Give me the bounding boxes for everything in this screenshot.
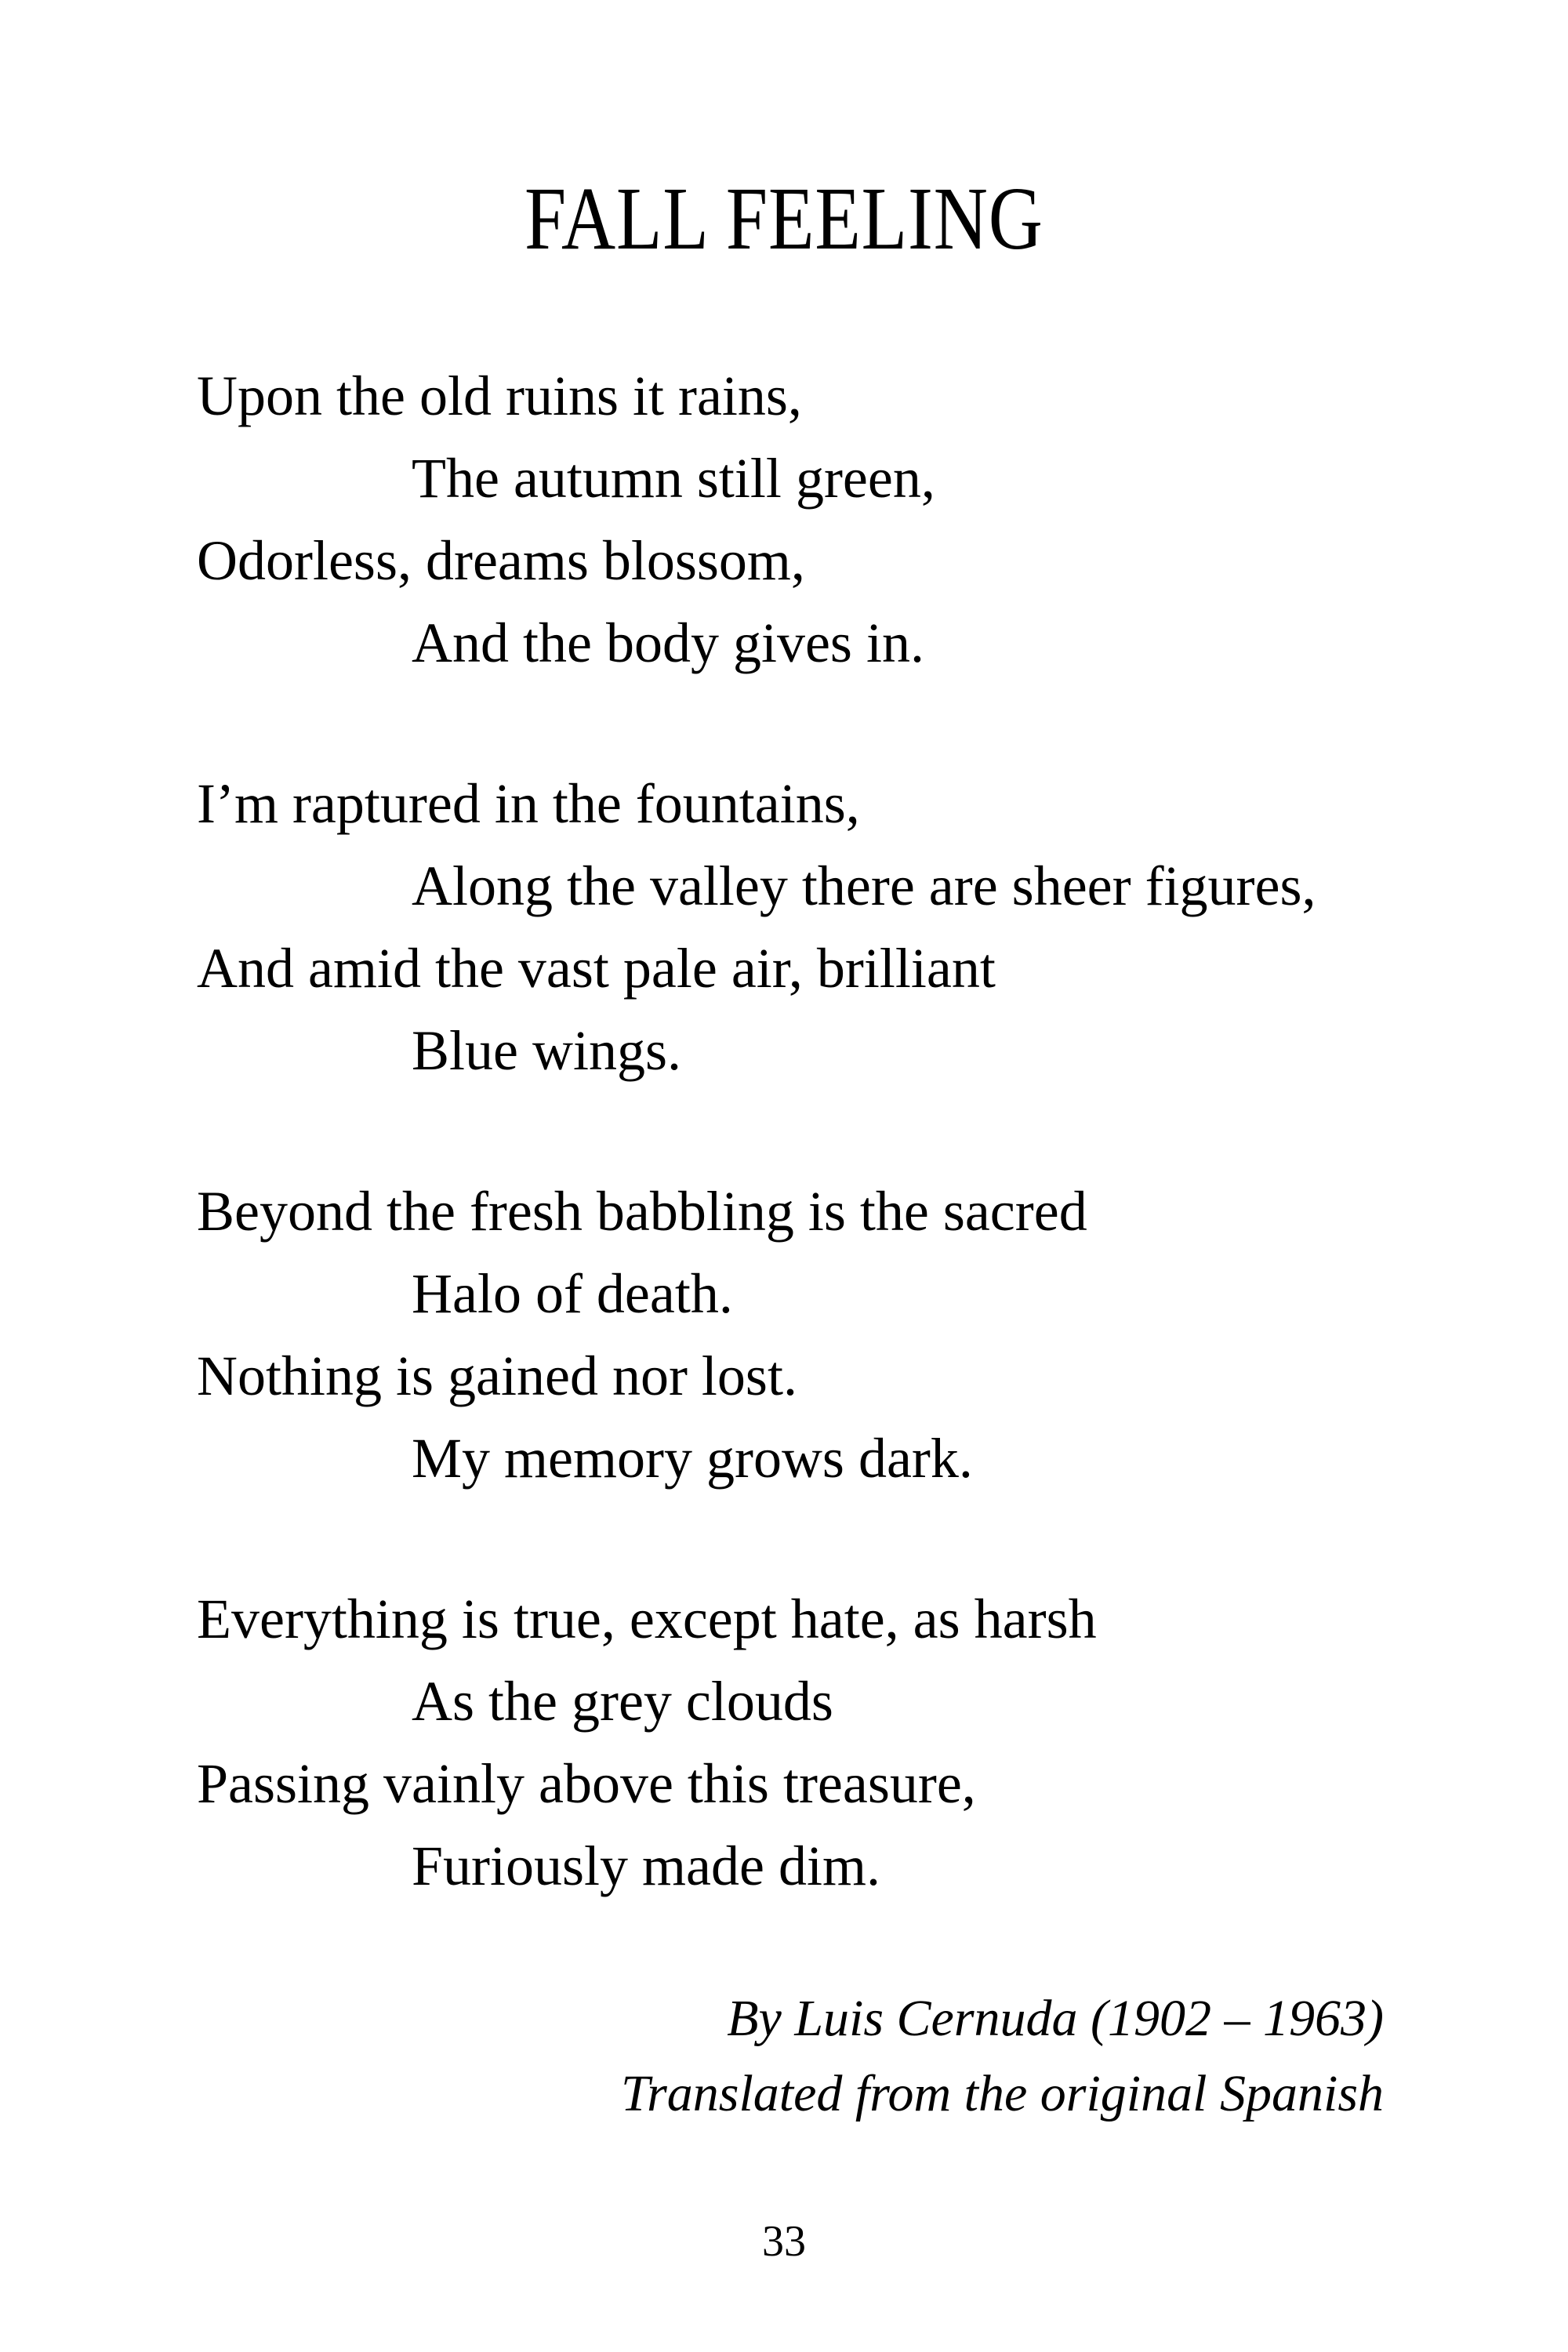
poem-line: Halo of death. <box>412 1262 733 1325</box>
poem-line: Blue wings. <box>412 1019 682 1082</box>
poem-line: Beyond the fresh babbling is the sacred <box>197 1180 1087 1243</box>
stanza-2 <box>197 763 1316 1092</box>
stanza-4 <box>197 1578 1316 1907</box>
poem-body <box>197 355 1316 1907</box>
stanza-1 <box>197 355 1316 684</box>
poem-line: As the grey clouds <box>412 1670 833 1733</box>
poem-line: Furiously made dim. <box>412 1835 880 1897</box>
page-number: 33 <box>762 2217 806 2266</box>
poem-line: And the body gives in. <box>412 612 924 674</box>
poem-line: Odorless, dreams blossom, <box>197 529 805 592</box>
poem-line: Upon the old ruins it rains, <box>197 365 802 427</box>
attribution <box>621 1981 1384 2132</box>
poem-line: Passing vainly above this treasure, <box>197 1752 976 1815</box>
poem-line: And amid the vast pale air, brilliant <box>197 937 996 1000</box>
poem-line: The autumn still green, <box>412 447 935 510</box>
attribution-note: Translated from the original Spanish <box>621 2065 1384 2122</box>
poem-line: My memory grows dark. <box>412 1427 973 1490</box>
poem-line: Nothing is gained nor lost. <box>197 1345 797 1407</box>
poem-title-text: FALL FEELING <box>524 169 1044 268</box>
poem-title <box>0 169 1568 268</box>
poem-line: Everything is true, except hate, as harsh <box>197 1588 1097 1650</box>
poem-line: I’m raptured in the fountains, <box>197 772 860 835</box>
poem-line: Along the valley there are sheer figures, <box>412 855 1316 917</box>
attribution-author: By Luis Cernuda (1902 – 1963) <box>727 1990 1384 2047</box>
stanza-3 <box>197 1171 1316 1500</box>
